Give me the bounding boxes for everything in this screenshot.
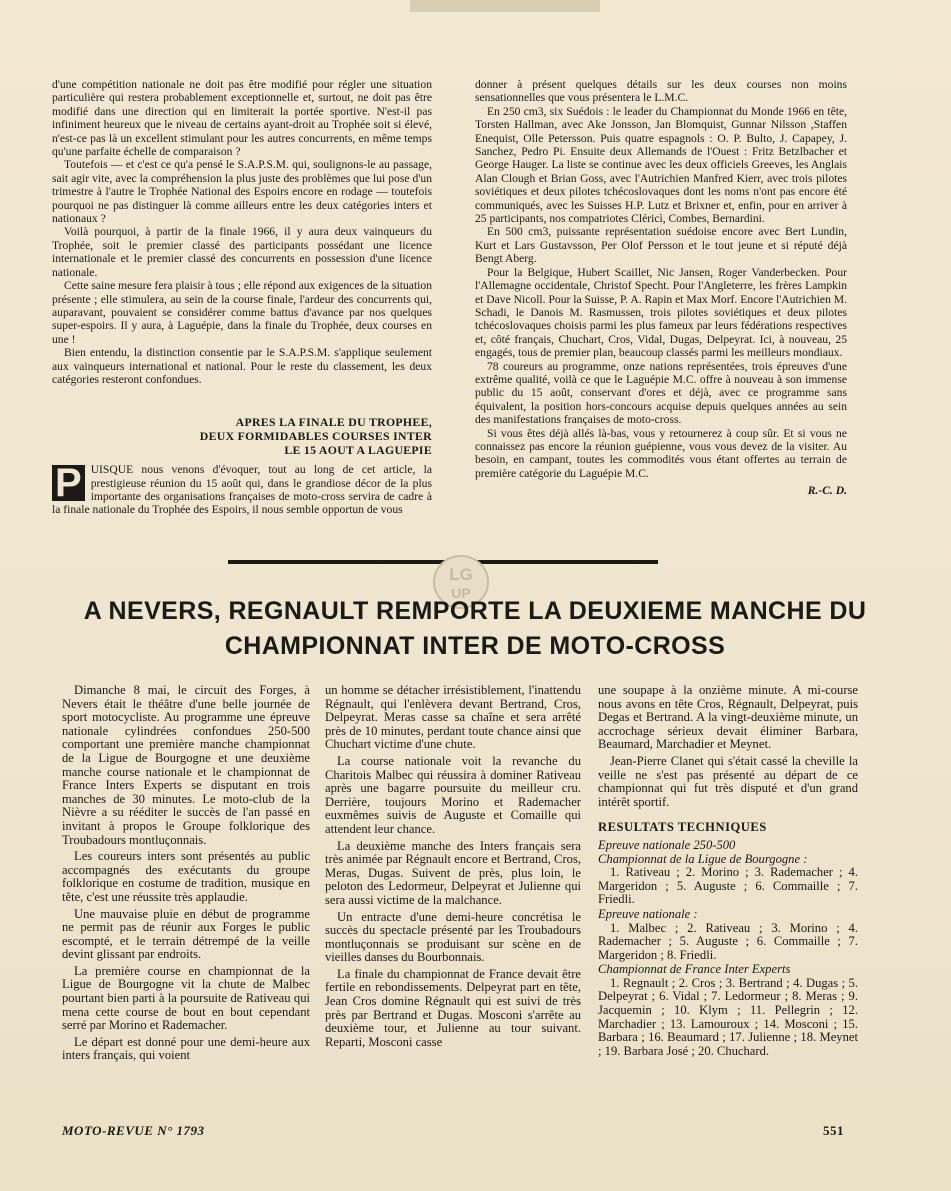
results-heading: Championnat de la Ligue de Bourgogne : xyxy=(598,851,808,866)
svg-text:LG: LG xyxy=(449,565,473,584)
subheading-line: LE 15 AOUT A LAGUEPIE xyxy=(284,442,432,457)
paragraph: Bien entendu, la distinction consentie par le S.A.P.S.M. s'applique seulement aux vainqueurs international et national. Pour le reste du classement, les deux catégories resteront confondues. xyxy=(52,346,432,386)
paragraph: Pour la Belgique, Hubert Scaillet, Nic Jansen, Roger Vanderbecken. Pour l'Allemagne occidentale, Christof Specht. Pour l'Angleterre, les frères Lampkin et Dave Nicoll. Pour la Suisse, P. A. Rapin et Max Morf. Encore l'Autrichien M. Schadi, le Danois M. Rasmussen, trois pilotes soviétiques et deux pilotes tchécoslovaques choisis parmi les plus fameux par leurs fédérations respectives et, côté français, Chuchart, Cros, Vidal, Dugas, Delpeyrat. Ici, à nouveau, 25 engagés, tous de premier plan, beaucoup classés parmi les meilleurs mondiaux. xyxy=(475,265,847,360)
article-column-3 xyxy=(598,684,858,1059)
headline-line: CHAMPIONNAT INTER DE MOTO-CROSS xyxy=(224,632,726,660)
paragraph: donner à présent quelques détails sur les deux courses non moins sensationnelles que vous présentera le L.M.C. xyxy=(475,78,847,105)
article-column-1 xyxy=(62,684,310,1066)
paragraph: Le départ est donné pour une demi-heure aux inters français, qui voient xyxy=(62,1034,310,1063)
page-tab-strip xyxy=(410,0,600,12)
paragraph: d'une compétition nationale ne doit pas être modifié pour régler une situation particulière qui restera probablement exceptionnelle et, surtout, ne doit pas être modifié dans une direction qui en limiterait la portée sportive. N'est-il pas infiniment heureux que le niveau de certains ayant-droit au Trophée soit si élevé, n'est-ce pas là un excellent stimulant pour les autres concurrents, en même temps qu'une parfaite échelle de comparaison ? xyxy=(52,78,432,159)
results-list: 1. Malbec ; 2. Rativeau ; 3. Morino ; 4. Rademacher ; 5. Auguste ; 6. Commaille ; 7. Margeridon ; 8. Friedli. xyxy=(598,920,858,962)
paragraph: La finale du championnat de France devait être fertile en rebondissements. Delpeyrat part en tête, Jean Cros domine Régnault qui est suivi de très près par Bertrand et Dugas. Mosconi s'arrête au deuxième tour, et Julienne au tour suivant. Reparti, Mosconi casse xyxy=(325,966,581,1049)
paragraph: En 500 cm3, puissante représentation suédoise encore avec Bert Lundin, Kurt et Lars Gustavsson, Per Olof Persson et le tout jeune et si réputé déjà Bengt Aberg. xyxy=(475,225,847,266)
results-heading: Epreuve nationale : xyxy=(598,906,698,921)
paragraph: La première course en championnat de la Ligue de Bourgogne vit la chute de Malbec pourtant bien parti à la poursuite de Rativeau qui mena cette course de bout en bout cependant serré par Morino et Rademacher. xyxy=(62,963,310,1033)
paragraph: Toutefois — et c'est ce qu'a pensé le S.A.P.S.M. qui, soulignons-le au passage, sait agir vite, avec la compréhension la plus juste des problèmes que lui pose d'un trimestre à l'autre le Trophée National des Espoirs encore en rodage — toutefois pourquoi ne pas distinguer là comme ailleurs entre les deux catégories inters et nationaux ? xyxy=(52,158,432,226)
drop-cap-letter: P xyxy=(52,465,85,501)
article-headline xyxy=(40,594,910,664)
author-signature: R.-C. D. xyxy=(807,484,847,498)
paragraph: 78 coureurs au programme, onze nations représentées, trois épreuves d'une extrême qualité, voilà ce que le Laguépie M.C. offre à nouveau à son immense public du 15 août, conservant d'ores et déjà, avec ce programme sans équivalent, la position hors-concours acquise depuis quelques années au sein des manifestations françaises de moto-cross. xyxy=(475,359,847,427)
paragraph: La deuxième manche des Inters français sera très animée par Régnault encore et Bertrand, Cros, Meras, Dugas. Suivent de près, plus loin, le peloton des Ledormeur, Delpeyrat et Julienne qui sera aussi victime de la malchance. xyxy=(325,838,581,907)
paragraph: Une mauvaise pluie en début de programme ne permit pas de réunir aux Forges le public escompté, et le terrain détrempé de la veille devint glissant par endroits. xyxy=(62,906,310,962)
paragraph: Si vous êtes déjà allés là-bas, vous y retournerez à coup sûr. Et si vous ne connaissez pas encore la réunion guépienne, vous vous devez de la visiter. Au besoin, en campant, toutes les commodités vous étant offertes au terrain de première catégorie du Laguépie M.C. xyxy=(475,426,847,480)
section-subheading xyxy=(52,416,432,457)
paragraph: Dimanche 8 mai, le circuit des Forges, à Nevers était le théâtre d'une belle journée de sport motocycliste. Au programme une épreuve nationale cylindrées confondues 250-500 comportant une première manche championnat de la Ligue de Bourgogne et une deuxième manche course nationale et le championnat de France Inters Experts se disputant en trois manches de 30 minutes. Le moto-club de la Nièvre a su rééditer le succès de l'an passé en invitant à propos le Groupe folklorique des Troubadours montluçonnais. xyxy=(62,683,310,847)
dropcap-paragraph xyxy=(52,463,432,517)
paragraph: Un entracte d'une demi-heure concrétisa le succès du spectacle présenté par les Troubadours montluçonnais se produisant sur scène en de vieilles danses du Bourbonnais. xyxy=(325,909,581,965)
headline-line: A NEVERS, REGNAULT REMPORTE LA DEUXIEME MANCHE DU xyxy=(83,597,867,625)
paragraph: Jean-Pierre Clanet qui s'était cassé la cheville la veille ne s'est pas présenté au départ de ce championnat qui fut très disputé et d'un grand intérêt sportif. xyxy=(598,753,858,809)
magazine-issue-label: MOTO-REVUE N° 1793 xyxy=(62,1123,205,1138)
results-heading: Championnat de France Inter Experts xyxy=(598,962,791,977)
paragraph: Voilà pourquoi, à partir de la finale 1966, il y aura deux vainqueurs du Trophée, soit le premier classé des participants possédant une licence internationale et le premier classé des concurrents en possession d'une licence nationale. xyxy=(52,225,432,279)
article-column-2 xyxy=(325,684,581,1052)
top-right-column xyxy=(475,78,847,498)
subheading-line: DEUX FORMIDABLES COURSES INTER xyxy=(199,428,432,443)
results-title: RESULTATS TECHNIQUES xyxy=(598,820,767,835)
top-left-column xyxy=(52,78,432,517)
results-list: 1. Rativeau ; 2. Morino ; 3. Rademacher ; 4. Margeridon ; 5. Auguste ; 6. Commaille ; 7. Friedli. xyxy=(598,865,858,907)
page-number: 551 xyxy=(823,1123,844,1138)
paragraph: Cette saine mesure fera plaisir à tous ; elle répond aux exigences de la situation présente ; elle stimulera, au sein de la course finale, l'ardeur des concurrents qui, auparavant, pouvaient se considérer comme battus d'avance par nos quelques super-espoirs. Il y aura, à Laguépie, dans la finale du Trophée, deux courses en une ! xyxy=(52,279,432,346)
paragraph: une soupape à la onzième minute. A mi-course nous avons en tête Cros, Régnault, Delpeyrat, puis Degas et Bertrand. A la vingt-deuxième minute, un accrochage sérieux devait éliminer Barbara, Beaumard, Marchadier et Meynet. xyxy=(598,683,858,752)
paragraph: Les coureurs inters sont présentés au public accompagnés des exécutants du groupe folklorique en costume de tradition, musique en tête, c'est une réussite très applaudie. xyxy=(62,849,310,904)
results-heading: Epreuve nationale 250-500 xyxy=(598,837,736,852)
svg-text:UP: UP xyxy=(451,585,471,601)
paragraph: La course nationale voit la revanche du Charitois Malbec qui réussira à dominer Rativeau après une bagarre poursuite du meilleur cru. Derrière, toujours Morino et Rademacher euxmêmes suivis de Auguste et Comaille qui attendent leur chance. xyxy=(325,753,581,836)
paragraph: En 250 cm3, six Suédois : le leader du Championnat du Monde 1966 en tête, Torsten Hallman, avec Ake Jonsson, Jan Blomquist, Gunnar Nilsson ,Staffen Enequist, Olle Petersson. Puis quatre espagnols : O. P. Bulto, J. Capapey, J. Sanchez, Pedro Pi. Ensuite deux Allemands de l'Ouest : Fritz Betzlbacher et George Hauger. La liste se continue avec les deux officiels Greeves, les Anglais Alan Clough et Brian Goss, avec l'Autrichien Manfred Kierr, avec trois pilotes soviétiques et deux pilotes tchécoslovaques dont les noms n'ont pas encore été communiqués, avec les Suisses H.P. Lutz et Brixner et, enfin, pour en arriver à 25 participants, nos compatriotes Cléricì, Combes, Bernardini. xyxy=(475,104,847,226)
paragraph: un homme se détacher irrésistiblement, l'inattendu Régnault, qui l'enlèvera devant Bertrand, Cros, Delpeyrat. Meras casse sa chaîne et sera arrêté près de 10 minutes, perdant toute chance ainsi que Chuchart victime d'une chute. xyxy=(325,683,581,752)
subheading-line: APRES LA FINALE DU TROPHEE, xyxy=(235,415,432,430)
dropcap-text: UISQUE nous venons d'évoquer, tout au long de cet article, la prestigieuse réunion du 15 août qui, dans le grandiose décor de la plus importante des organisations françaises de moto-cross servira de cadre à la finale nationale du Trophée des Espoirs, il nous semble opportun de vous xyxy=(52,463,432,517)
results-list: 1. Regnault ; 2. Cros ; 3. Bertrand ; 4. Dugas ; 5. Delpeyrat ; 6. Vidal ; 7. Ledormeur ; 8. Meras ; 9. Jacquemin ; 10. Klym ; 11. Pellegrin ; 12. Marchadier ; 13. Lamouroux ; 14. Mosconi ; 15. Barbara ; 16. Beaumard ; 17. Julienne ; 18. Meynet ; 19. Barbara José ; 20. Chuchard. xyxy=(598,975,858,1058)
